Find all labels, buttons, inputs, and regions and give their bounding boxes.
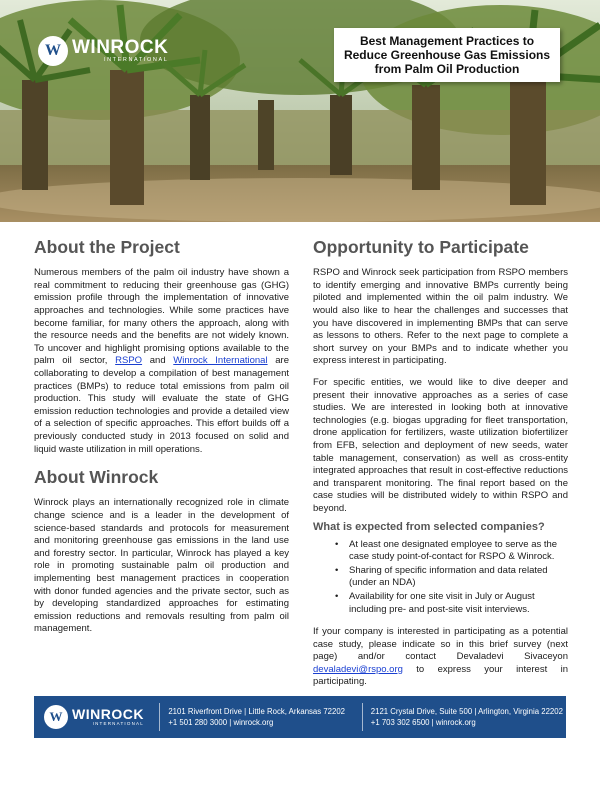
right-column: [313, 238, 568, 689]
list-item-text: Availability for one site visit in July or August including pre- and post-site visit interviews.: [349, 590, 535, 615]
list-item: [335, 539, 568, 564]
expectations-list: [335, 539, 568, 617]
about-project-text-part: are collaborating to develop a compilation of best management practices (BMPs) to reduce total emissions from palm oil production. This study will evaluate the state of GHG emission reduction technologies and provide a detailed view of a selection of specific approaches. This effort builds off a previously conducted study in 2013 focused on solid and liquid waste utilization in mill operations.: [34, 355, 289, 455]
left-column: [34, 238, 289, 636]
about-project-text-part: Numerous members of the palm oil industry have shown a real commitment to reducing their greenhouse gas (GHG) emission profile through the implementation of innovative approaches and technologies. While some practices have become familiar, for many others the approach, along with the resource needs and the benefits are not widely known. To uncover and highlight promising options available to the palm oil sector,: [34, 267, 289, 367]
footer-logo: [44, 705, 151, 729]
bullet-icon: •: [335, 590, 339, 602]
opportunity-paragraph-1: RSPO and Winrock seek participation from RSPO members to identify emerging and innovative BMPs currently being piloted and implemented within the oil palm industry. We would also like to hear the challenges and successes that you have discovered in implementing BMPs that can serve as lessons to others. Refer to the next page to complete a short survey on your BMPs and to indicate whether you express interest in participating.: [313, 267, 568, 367]
contact-text-part: to express your interest in participating.: [313, 663, 568, 688]
about-project-heading: About the Project: [34, 237, 180, 257]
contact-paragraph: [313, 626, 568, 689]
address-line: 2121 Crystal Drive, Suite 500 | Arlington, Virginia 22202: [370, 707, 563, 716]
list-item: [335, 565, 568, 590]
about-project-text-part: and: [142, 355, 174, 367]
footer-bar: [34, 696, 566, 738]
winrock-logo: [38, 36, 168, 66]
winrock-logo-mark-icon: W: [38, 36, 68, 66]
contact-text-part: If your company is interested in participating as a potential case study, please indicate so in this brief survey (next page) and/or contact Devaladevi Sivaceyon: [313, 626, 568, 663]
logo-name: WINROCK: [72, 37, 169, 59]
about-winrock-text: Winrock plays an internationally recognized role in climate change science and is a leader in the development of science-based standards and protocols for measurement and monitoring greenhouse gas emissions in the land use and forestry sector. In particular, Winrock has played a key role in promoting sustainable palm oil production and implementing best management practices in cooperation with donor funded agencies and the private sector, such as by developing standardized approaches for estimating emission reductions and removals resulting from palm oil management.: [34, 497, 289, 635]
rspo-link[interactable]: RSPO: [115, 355, 143, 367]
title-box: [334, 28, 560, 82]
opportunity-paragraph-2: For specific entities, we would like to dive deeper and present their innovative approaches as a series of case studies. We are interested in looking both at innovative technologies (e.g. biogas upgrading for fleet transportation, drone application for fertilizers, waste utilization biofertilizer from EFB, selection and deployment of new seeds, water table management, conservation) as well as cross-entity integrated approaches that result in cost-effective reductions and transparent monitoring. The final report based on the case studies will be distributed widely to within RSPO and beyond.: [313, 377, 568, 514]
about-project-text: [34, 267, 289, 456]
address-line: +1 501 280 3000 | winrock.org: [168, 718, 274, 727]
opportunity-heading: Opportunity to Participate: [313, 237, 529, 257]
expected-heading: What is expected from selected companies?: [313, 520, 545, 533]
footer-address-arkansas: [168, 706, 353, 728]
address-line: +1 703 302 6500 | winrock.org: [370, 718, 476, 727]
list-item-text: Sharing of specific information and data related (under an NDA): [349, 564, 548, 589]
winrock-international-link[interactable]: Winrock International: [173, 355, 268, 367]
about-winrock-heading: About Winrock: [34, 467, 159, 488]
footer-logo-subtitle: INTERNATIONAL: [92, 721, 144, 727]
hero-banner: [0, 0, 600, 222]
logo-subtitle: INTERNATIONAL: [103, 57, 169, 64]
list-item-text: At least one designated employee to serve as the case study point-of-contact for RSPO & Winrock.: [349, 538, 558, 563]
footer-divider: [362, 703, 363, 731]
footer-divider: [159, 703, 160, 731]
email-link[interactable]: devaladevi@rspo.org: [313, 663, 403, 675]
address-line: 2101 Riverfront Drive | Little Rock, Arkansas 72202: [168, 707, 346, 716]
footer-address-virginia: [371, 706, 566, 728]
list-item: [335, 591, 568, 616]
footer-logo-name: WINROCK: [72, 706, 144, 723]
bullet-icon: •: [335, 538, 339, 550]
winrock-logo-mark-icon: W: [44, 705, 68, 729]
bullet-icon: •: [335, 564, 339, 576]
document-title: Best Management Practices to Reduce Greenhouse Gas Emissions from Palm Oil Production: [343, 33, 551, 77]
